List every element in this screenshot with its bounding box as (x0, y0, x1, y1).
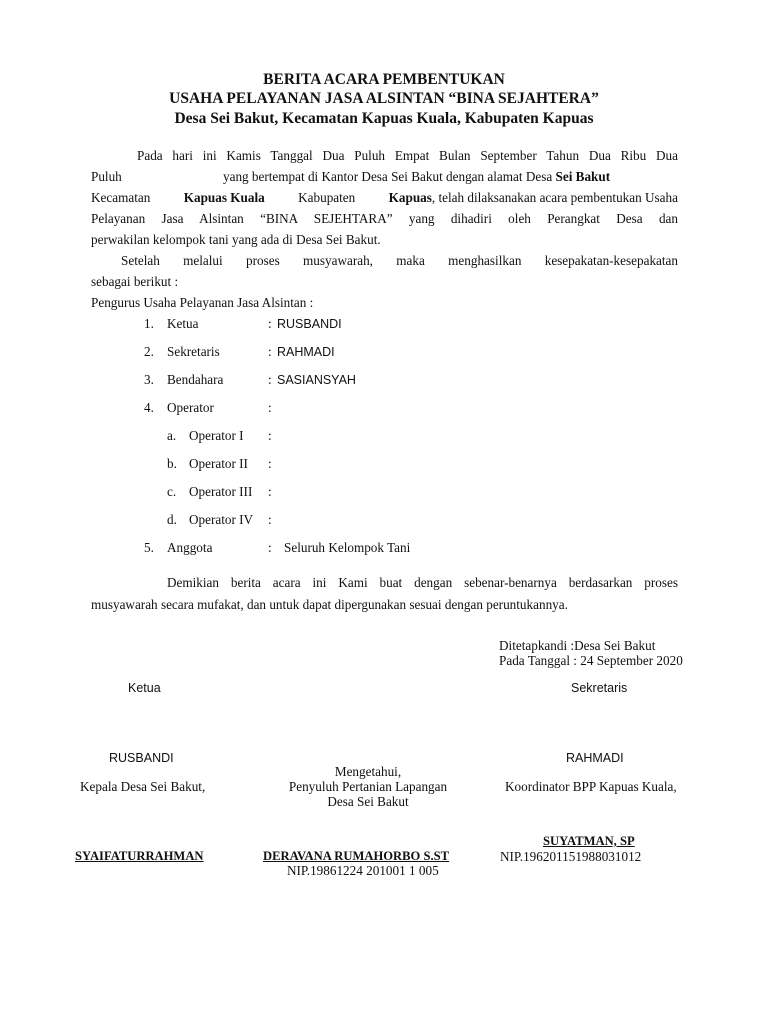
sekretaris-name: RAHMADI (566, 751, 624, 765)
date-line: Pada Tanggal : 24 September 2020 (499, 653, 683, 668)
member-num: 2. (144, 344, 154, 359)
operator-num: a. (167, 428, 177, 443)
intro-line-2a: Puluh (91, 169, 122, 184)
bpp-nip: NIP.196201151988031012 (500, 849, 642, 864)
member-role: Operator (167, 400, 214, 415)
closing-line-2: musyawarah secara mufakat, dan untuk dapat dipergunakan sesuai dengan peruntukannya. (91, 597, 568, 612)
intro-line-1: Pada hari ini Kamis Tanggal Dua Puluh Empat Bulan September Tahun Dua Ribu Dua (137, 148, 678, 163)
ketua-label: Ketua (128, 681, 161, 695)
operator-sep: : (268, 456, 272, 471)
ppl-name: DERAVANA RUMAHORBO S.ST (263, 849, 450, 863)
operator-role: Operator II (189, 456, 248, 471)
intro-line-3 (91, 190, 678, 206)
operator-num: d. (167, 512, 177, 527)
operator-role: Operator I (189, 428, 244, 443)
operator-sep: : (268, 428, 272, 443)
intro-line-3c-text: , telah dilaksanakan acara pembentukan Usaha (431, 190, 678, 205)
member-num: 4. (144, 400, 154, 415)
operator-sep: : (268, 512, 272, 527)
member-sep: : (268, 344, 272, 359)
kades-label: Kepala Desa Sei Bakut, (80, 779, 206, 794)
result-line-1: Setelah melalui proses musyawarah, maka menghasilkan kesepakatan-kesepakatan (121, 253, 678, 268)
member-role: Sekretaris (167, 344, 220, 359)
intro-line-2b (223, 169, 610, 185)
operator-role: Operator IV (189, 512, 254, 527)
kades-name: SYAIFATURRAHMAN (75, 849, 204, 863)
ppl-label-2: Desa Sei Bakut (327, 794, 409, 809)
intro-bold-kecamatan: Kapuas Kuala (183, 190, 265, 205)
intro-line-4: Pelayanan Jasa Alsintan “BINA SEJEHTARA” yang dihadiri oleh Perangkat Desa dan (91, 211, 678, 226)
ppl-label-1: Penyuluh Pertanian Lapangan (288, 779, 448, 794)
member-name: RUSBANDI (277, 317, 342, 331)
member-role: Bendahara (167, 372, 224, 387)
member-role: Ketua (167, 316, 199, 331)
anggota-role: Anggota (167, 540, 213, 555)
intro-line-3b: Kabupaten (298, 190, 356, 205)
closing-line-1: Demikian berita acara ini Kami buat dengan sebenar-benarnya berdasarkan proses (167, 575, 678, 590)
intro-line-2 (91, 169, 678, 185)
operator-num: b. (167, 456, 177, 471)
member-sep: : (268, 372, 272, 387)
member-name: RAHMADI (277, 345, 335, 359)
intro-line-5: perwakilan kelompok tani yang ada di Desa Sei Bakut. (91, 232, 381, 247)
ketua-name: RUSBANDI (109, 751, 174, 765)
member-name: SASIANSYAH (277, 373, 356, 387)
member-sep: : (268, 400, 272, 415)
bpp-label: Koordinator BPP Kapuas Kuala, (505, 779, 677, 794)
member-sep: : (268, 316, 272, 331)
doc-location: Desa Sei Bakut, Kecamatan Kapuas Kuala, Kabupaten Kapuas (174, 110, 594, 127)
intro-line-2b-text: yang bertempat di Kantor Desa Sei Bakut dengan alamat Desa (223, 169, 553, 184)
bpp-name: SUYATMAN, SP (543, 834, 635, 848)
intro-line-3a: Kecamatan (91, 190, 151, 205)
mengetahui-label: Mengetahui, (334, 764, 402, 779)
intro-bold-kabupaten: Kapuas (388, 190, 432, 205)
member-num: 1. (144, 316, 154, 331)
ppl-nip: NIP.19861224 201001 1 005 (287, 863, 439, 878)
operator-role: Operator III (189, 484, 253, 499)
operator-num: c. (167, 484, 177, 499)
result-line-2: sebagai berikut : (91, 274, 179, 289)
doc-subtitle: USAHA PELAYANAN JASA ALSINTAN “BINA SEJAHTERA” (169, 90, 599, 107)
anggota-sep: : (268, 540, 272, 555)
anggota-num: 5. (144, 540, 154, 555)
member-num: 3. (144, 372, 154, 387)
intro-line-3c (389, 190, 678, 206)
pengurus-heading: Pengurus Usaha Pelayanan Jasa Alsintan : (91, 295, 314, 310)
doc-title: BERITA ACARA PEMBENTUKAN (263, 71, 505, 88)
intro-bold-desa: Sei Bakut (555, 169, 611, 184)
anggota-name: Seluruh Kelompok Tani (284, 540, 411, 555)
place-line: Ditetapkandi :Desa Sei Bakut (499, 638, 656, 653)
sekretaris-label: Sekretaris (571, 681, 628, 695)
operator-sep: : (268, 484, 272, 499)
